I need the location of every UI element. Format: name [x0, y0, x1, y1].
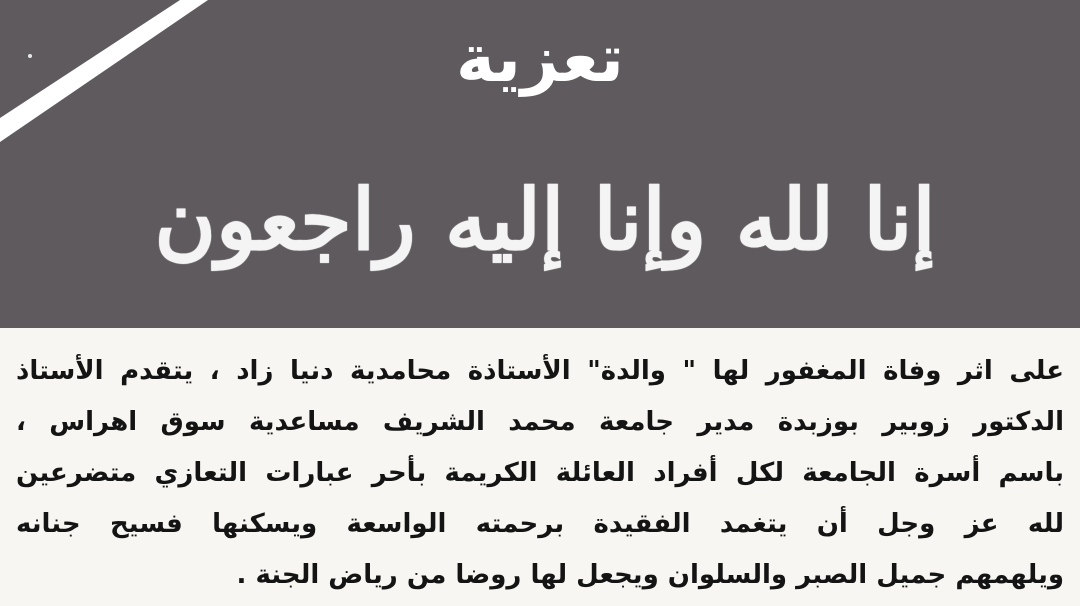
message-line: لله عز وجل أن يتغمد الفقيدة برحمته الواسعة ويسكنها فسيح جنانه	[16, 509, 1064, 539]
message-line: ويلهمهم جميل الصبر والسلوان ويجعل لها روضا من رياض الجنة .	[236, 560, 1064, 590]
message-line: باسم أسرة الجامعة لكل أفراد العائلة الكريمة بأحر عبارات التعازي متضرعين	[16, 458, 1064, 488]
condolence-message	[16, 346, 1064, 601]
quran-verse-calligraphy: إنا لله وإنا إليه راجعون	[154, 170, 936, 269]
message-line: على اثر وفاة المغفور لها " والدة" الأستاذة محامدية دنيا زاد ، يتقدم الأستاذ	[16, 356, 1064, 386]
message-line: الدكتور زوبير بوزبدة مدير جامعة محمد الشريف مساعدية سوق اهراس ،	[16, 407, 1064, 437]
condolence-title: تعزية	[456, 20, 624, 97]
